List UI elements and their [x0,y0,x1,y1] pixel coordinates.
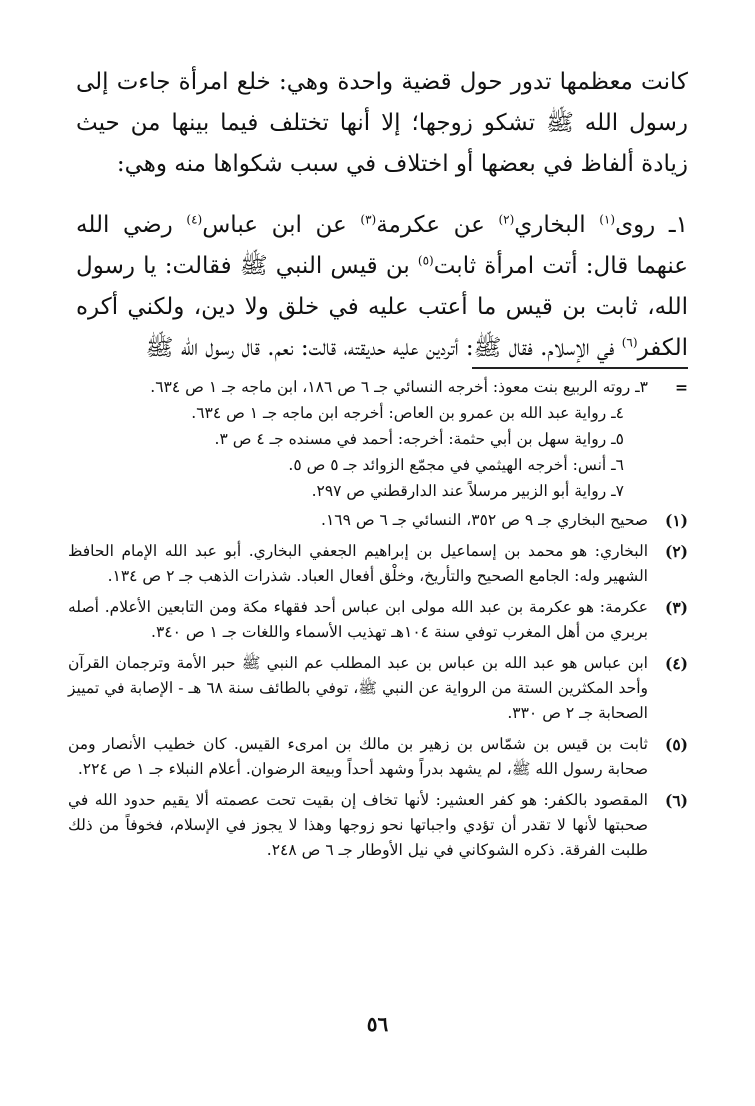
footnote-text: صحيح البخاري جـ ٩ ص ٣٥٢، النسائي جـ ٦ ص ١٦٩. [321,511,648,529]
footnote-number: (٣) [664,598,688,617]
footnote-5 [68,732,688,782]
footnote-2 [68,539,688,589]
footnote-1 [68,508,688,533]
footnote-text: ابن عباس هو عبد الله بن عباس بن عبد المطلب عم النبي ﷺ حبر الأمة وترجمان القرآن وأحد المكثرين الستة من الرواية عن النبي ﷺ، توفي بالطائف سنة ٦٨ هـ - الإصابة في تمييز الصحابة جـ ٢ ص ٣٣٠. [68,654,648,722]
footnotes [68,375,688,869]
footnote-3 [68,595,688,645]
list-item: ٦ـ أنس: أخرجه الهيثمي في مجمّع الزوائد جـ ٥ ص ٥. [288,456,624,474]
footnote-number: (٤) [664,654,688,673]
continuation-marker: = [675,378,688,397]
footnote-text: عكرمة: هو عكرمة بن عبد الله مولى ابن عباس أحد فقهاء مكة ومن التابعين الأعلام. أصله بربري من أهل المغرب توفي سنة ١٠٤هـ تهذيب الأسماء واللغات جـ ١ ص ٣٤٠. [68,598,648,641]
footnote-ref-6: (٦) [621,335,638,350]
footnote-ref-3: (٣) [360,212,377,227]
footnote-ref-4: (٤) [186,212,203,227]
footnote-continuation [68,375,688,400]
hadith-text-part: البخاري [514,212,600,238]
continuation-text: ٣ـ روته الربيع بنت معوذ: أخرجه النسائي جـ ٦ ص ١٨٦، ابن ماجه جـ ١ ص ٦٣٤. [150,378,648,396]
continuation-list [68,400,688,504]
list-item: ٤ـ رواية عبد الله بن عمرو بن العاص: أخرجه ابن ماجه جـ ١ ص ٦٣٤. [191,404,624,422]
hadith-text-part: في الإسلام. فقال ﷺ: أتردين عليه حديقته، قالت: نعم. قال رسول الله ﷺ [145,335,622,361]
paragraph-intro: كانت معظمها تدور حول قضية واحدة وهي: خلع امرأة جاءت إلى رسول الله ﷺ تشكو زوجها؛ إلا أنها تختلف فيما بينها من حيث زيادة ألفاظ في بعضها أو اختلاف في سبب شكواها منه وهي: [76,69,688,177]
footnote-number: (٢) [664,542,688,561]
list-item: ٥ـ رواية سهل بن أبي حثمة: أخرجه: أحمد في مسنده جـ ٤ ص ٣. [214,430,624,448]
footnote-6 [68,788,688,863]
footnote-ref-5: (٥) [417,253,434,268]
hadith-text-part: عن عكرمة [376,212,499,238]
footnote-text: ثابت بن قيس بن شمّاس بن زهير بن مالك بن امرىء القيس. كان خطيب الأنصار ومن صحابة رسول الله ﷺ، لم يشهد بدراً وشهد أحداً وبيعة الرضوان. أعلام النبلاء جـ ١ ص ٢٢٤. [68,735,648,778]
hadith-text-part: عن ابن عباس [202,212,361,238]
footnote-number: (١) [664,511,688,530]
hadith-text-part: ١ـ روى [615,212,688,238]
hadith-text-part: رضي الله عنهما قال: أتت امرأة ثابت [76,212,689,279]
footnote-ref-2: (٢) [498,212,515,227]
footnote-separator [472,367,688,369]
footnote-ref-1: (١) [599,212,616,227]
paragraph-hadith [76,205,688,369]
page-number: ٥٦ [366,1012,389,1036]
footnote-text: المقصود بالكفر: هو كفر العشير: لأنها تخاف إن بقيت تحت عصمته ألا يقيم حدود الله في صحبتها لأنها لا تقدر أن تؤدي واجباتها نحو زوجها وهذا لا يجوز في الإسلام، فخوفاً من ذلك طلبت الفرقة. ذكره الشوكاني في نيل الأوطار جـ ٦ ص ٢٤٨. [68,791,648,859]
footnote-text: البخاري: هو محمد بن إسماعيل بن إبراهيم الجعفي البخاري. أبو عبد الله الإمام الحافظ الشهير وله: الجامع الصحيح والتأريخ، وخلْق أفعال العباد. شذرات الذهب جـ ٢ ص ١٣٤. [68,542,648,585]
list-item: ٧ـ رواية أبو الزبير مرسلاً عند الدارقطني ص ٢٩٧. [311,482,624,500]
footnote-4 [68,651,688,726]
footnote-number: (٥) [664,735,688,754]
main-text [76,62,688,369]
hadith-text-part: بن قيس النبي ﷺ فقالت: يا رسول الله، ثابت بن قيس ما أعتب عليه في خلق ولا دين، ولكني أكره الكفر [76,253,688,361]
footnote-number: (٦) [664,791,688,810]
